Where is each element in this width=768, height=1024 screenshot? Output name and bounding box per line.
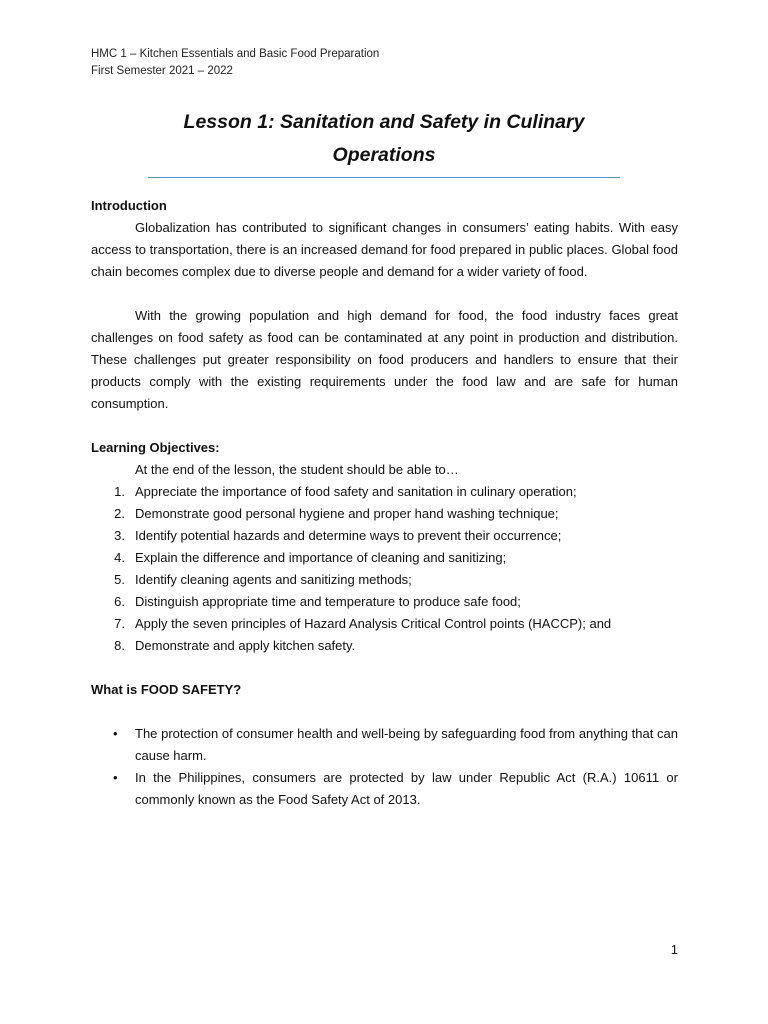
list-item <box>91 525 678 547</box>
list-item <box>91 481 678 503</box>
spacer <box>91 415 678 437</box>
food-safety-list <box>91 723 678 811</box>
spacer <box>91 701 678 723</box>
list-item-text: Distinguish appropriate time and temperature to produce safe food; <box>135 594 521 609</box>
lesson-title-line-2: Operations <box>332 144 436 166</box>
document-body <box>91 195 678 811</box>
semester-label: First Semester 2021 – 2022 <box>91 65 233 77</box>
list-item <box>91 591 678 613</box>
introduction-paragraph-2: With the growing population and high demand for food, the food industry faces great challenges on food safety as food can be contaminated at any point in production and distribution. These challenges put greater responsibility on food producers and handlers to ensure that their products comply with the existing requirements under the food law and are safe for human consumption. <box>91 308 678 411</box>
list-item-number: 4. <box>114 550 125 565</box>
list-item-text: The protection of consumer health and well-being by safeguarding food from anything that can cause harm. <box>135 726 678 763</box>
list-item <box>91 547 678 569</box>
list-item <box>91 723 678 767</box>
title-divider <box>148 177 620 178</box>
list-item-number: 7. <box>114 616 125 631</box>
food-safety-heading: What is FOOD SAFETY? <box>91 682 242 697</box>
list-item-number: 8. <box>114 638 125 653</box>
bullet-icon: • <box>113 770 118 785</box>
list-item-number: 6. <box>114 594 125 609</box>
spacer <box>91 657 678 679</box>
spacer <box>91 283 678 305</box>
list-item <box>91 503 678 525</box>
list-item <box>91 613 678 635</box>
list-item-text: Explain the difference and importance of cleaning and sanitizing; <box>135 550 507 565</box>
list-item <box>91 569 678 591</box>
list-item-number: 1. <box>114 484 125 499</box>
list-item-number: 5. <box>114 572 125 587</box>
list-item-text: Identify potential hazards and determine ways to prevent their occurrence; <box>135 528 562 543</box>
list-item <box>91 635 678 657</box>
objectives-list <box>91 481 678 657</box>
course-title: HMC 1 – Kitchen Essentials and Basic Food Preparation <box>91 48 380 60</box>
list-item-text: Identify cleaning agents and sanitizing methods; <box>135 572 412 587</box>
list-item-number: 2. <box>114 506 125 521</box>
bullet-icon: • <box>113 726 118 741</box>
list-item-text: Apply the seven principles of Hazard Analysis Critical Control points (HACCP); and <box>135 616 612 631</box>
document-header <box>91 46 379 80</box>
introduction-paragraph-1: Globalization has contributed to significant changes in consumers’ eating habits. With easy access to transportation, there is an increased demand for food prepared in public places. Global food chain becomes complex due to diverse people and demand for a wider variety of food. <box>91 220 678 279</box>
list-item-text: Demonstrate good personal hygiene and proper hand washing technique; <box>135 506 559 521</box>
list-item-text: In the Philippines, consumers are protected by law under Republic Act (R.A.) 10611 or commonly known as the Food Safety Act of 2013. <box>135 770 678 807</box>
list-item-text: Demonstrate and apply kitchen safety. <box>135 638 356 653</box>
list-item-number: 3. <box>114 528 125 543</box>
list-item <box>91 767 678 811</box>
objectives-intro: At the end of the lesson, the student should be able to… <box>135 462 459 477</box>
page-number: 1 <box>670 942 678 957</box>
list-item-text: Appreciate the importance of food safety and sanitation in culinary operation; <box>135 484 577 499</box>
lesson-title-line-1: Lesson 1: Sanitation and Safety in Culinary <box>183 111 585 133</box>
introduction-heading: Introduction <box>91 198 167 213</box>
objectives-heading: Learning Objectives: <box>91 440 220 455</box>
lesson-title <box>120 106 648 172</box>
